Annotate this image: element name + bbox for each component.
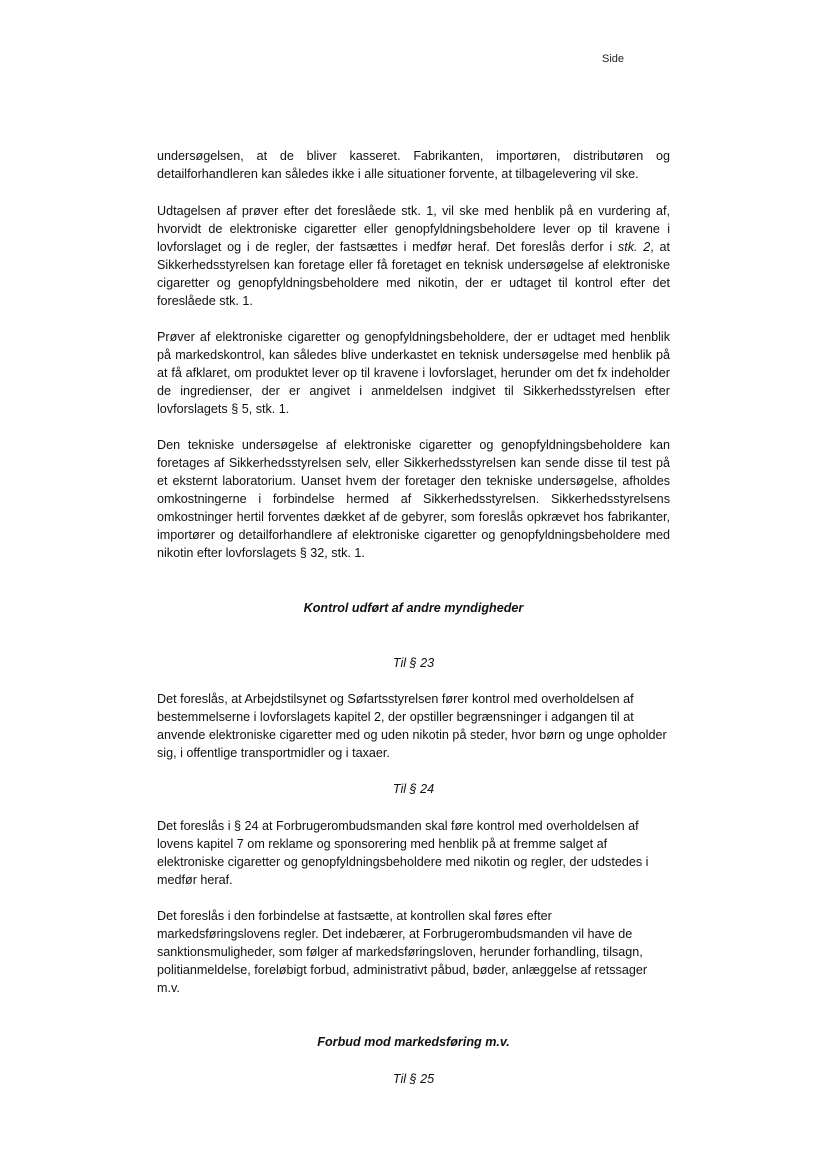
section-title-24: Til § 24 <box>392 782 435 796</box>
heading-kontrol: Kontrol udført af andre myndigheder <box>303 601 524 615</box>
paragraph-7: Det foreslås i den forbindelse at fastsætte, at kontrollen skal føres efter markedsføringslovens regler. Det indebærer, at Forbrugerombudsmanden vil have de sanktionsmuligheder, som følger af markedsføringsloven, herunder forhandling, tilsagn, politianmeldelse, foreløbigt forbud, administrativt påbud, bøder, anlæggelse af retssager m.v. <box>157 909 648 995</box>
heading-forbud: Forbud mod markedsføring m.v. <box>317 1035 510 1049</box>
paragraph-2-text-a: Udtagelsen af prøver efter det foreslåede stk. 1, vil ske med henblik på en vurdering af, hvorvidt de elektroniske cigaretter eller genopfyldningsbeholdere lever op til kravene i lovforslaget og i de regler, der fastsættes i medfør heraf. Det foreslås derfor i <box>157 204 670 254</box>
paragraph-4: Den tekniske undersøgelse af elektroniske cigaretter og genopfyldningsbeholdere kan foretages af Sikkerhedsstyrelsen selv, eller Sikkerhedsstyrelsen kan sende disse til test på et eksternt laboratorium. Uanset hvem der foretager den tekniske undersøgelse, afholdes omkostningerne i forbindelse hermed af Sikkerhedsstyrelsen. Sikkerhedsstyrelsens omkostninger hertil forventes dækket af de gebyrer, som foreslås opkrævet hos fabrikanter, importører og detailforhandlere af elektroniske cigaretter og genopfyldningsbeholdere med nikotin efter lovforslagets § 32, stk. 1. <box>157 438 670 560</box>
paragraph-2 <box>157 202 670 310</box>
paragraph-3: Prøver af elektroniske cigaretter og genopfyldningsbeholdere, der er udtaget med henblik på markedskontrol, kan således blive underkastet en teknisk undersøgelse med henblik på at få afklaret, om produktet lever op til kravene i lovforslaget, herunder om det fx indeholder de ingredienser, der er angivet i anmeldelsen indgivet til Sikkerhedsstyrelsen efter lovforslagets § 5, stk. 1. <box>157 330 670 416</box>
paragraph-6: Det foreslås i § 24 at Forbrugerombudsmanden skal føre kontrol med overholdelsen af lovens kapitel 7 om reklame og sponsorering med henblik på at fremme salget af elektroniske cigaretter og genopfyldningsbeholdere med nikotin og regler, der udstedes i medfør heraf. <box>157 819 649 887</box>
paragraph-2-emphasis: stk. 2 <box>617 240 651 254</box>
paragraph-5: Det foreslås, at Arbejdstilsynet og Søfartsstyrelsen fører kontrol med overholdelsen af bestemmelserne i lovforslagets kapitel 2, der opstiller begrænsninger i adgangen til at anvende elektroniske cigaretter med og uden nikotin på steder, hvor børn og unge opholder sig, i offentlige transportmidler og i taxaer. <box>157 692 667 760</box>
section-title-25: Til § 25 <box>392 1072 435 1086</box>
page-label: Side <box>602 53 625 65</box>
paragraph-1: undersøgelsen, at de bliver kasseret. Fabrikanten, importøren, distributøren og detailforhandleren kan således ikke i alle situationer forvente, at tilbagelevering vil ske. <box>157 149 670 181</box>
paragraph-2-text-b: , at Sikkerhedsstyrelsen kan foretage eller få foretaget en teknisk undersøgelse af elektroniske cigaretter og genopfyldningsbeholdere med nikotin, der er udtaget til kontrol efter det foreslåede stk. 1. <box>157 240 670 308</box>
section-title-23: Til § 23 <box>392 656 435 670</box>
